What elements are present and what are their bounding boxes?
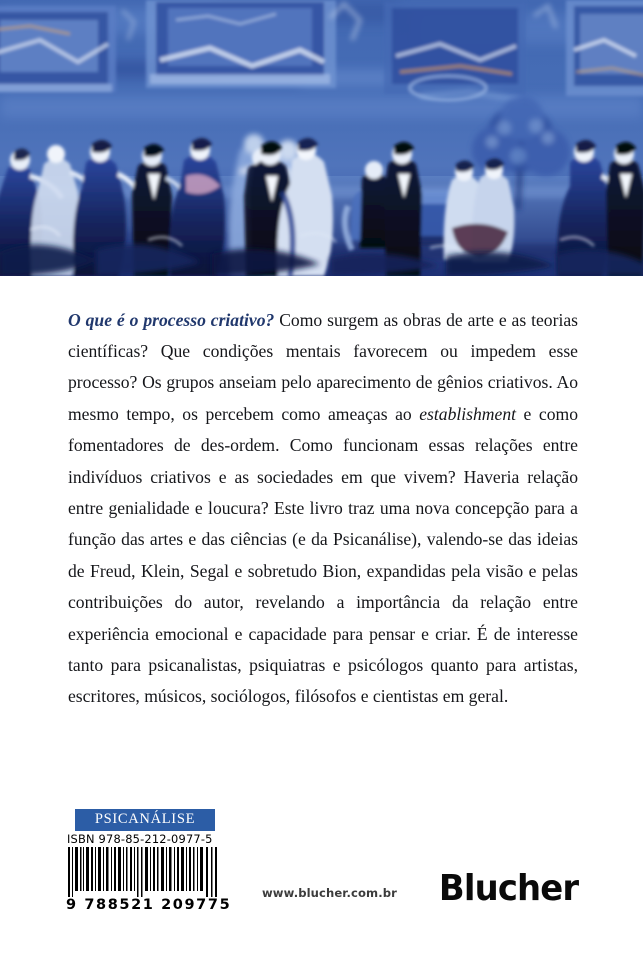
barcode-digits: 9 788521 209775 xyxy=(66,897,232,913)
blurb-lead-question: O que é o processo criativo? xyxy=(68,309,275,330)
blurb-segment-2: e como fomentadores de des-ordem. Como funcionam essas relações entre indivíduos criativos e as sociedades em que vivem? Haveria relação entre genialidade e loucura? Este livro traz uma nova concepção para a função das artes e das ciências (e da Psicanálise), valendo-se das ideias de Freud, Klein, Segal e sobretudo Bion, expandidas pela visão e pelas contribuições do autor, revelando a importância da relação entre experiência emocional e capacidade para pensar e criar. É de interesse tanto para psicanalistas, psiquiatras e psicólogos quanto para artistas, escritores, músicos, sociólogos, filósofos e cientistas em geral. xyxy=(68,403,578,707)
publisher-website[interactable]: www.blucher.com.br xyxy=(262,886,397,900)
cover-artwork xyxy=(0,0,643,276)
cover-footer xyxy=(0,803,643,963)
publisher-logo: Blucher xyxy=(438,868,578,909)
category-badge: PSICANÁLISE xyxy=(75,809,215,831)
barcode-image xyxy=(66,847,218,897)
blue-ballroom-painting-illustration xyxy=(0,0,643,276)
back-cover-blurb xyxy=(68,305,578,713)
blurb-segment-1: Como surgem as obras de arte e as teorias científicas? Que condições mentais favorecem ou impedem esse processo? Os grupos anseiam pelo aparecimento de gênios criativos. Ao mesmo tempo, os percebem como ameaças ao xyxy=(68,309,579,424)
isbn-barcode-block xyxy=(66,809,232,913)
blurb-italic-establishment: establishment xyxy=(419,403,517,424)
isbn-text: ISBN 978-85-212-0977-5 xyxy=(67,832,213,846)
